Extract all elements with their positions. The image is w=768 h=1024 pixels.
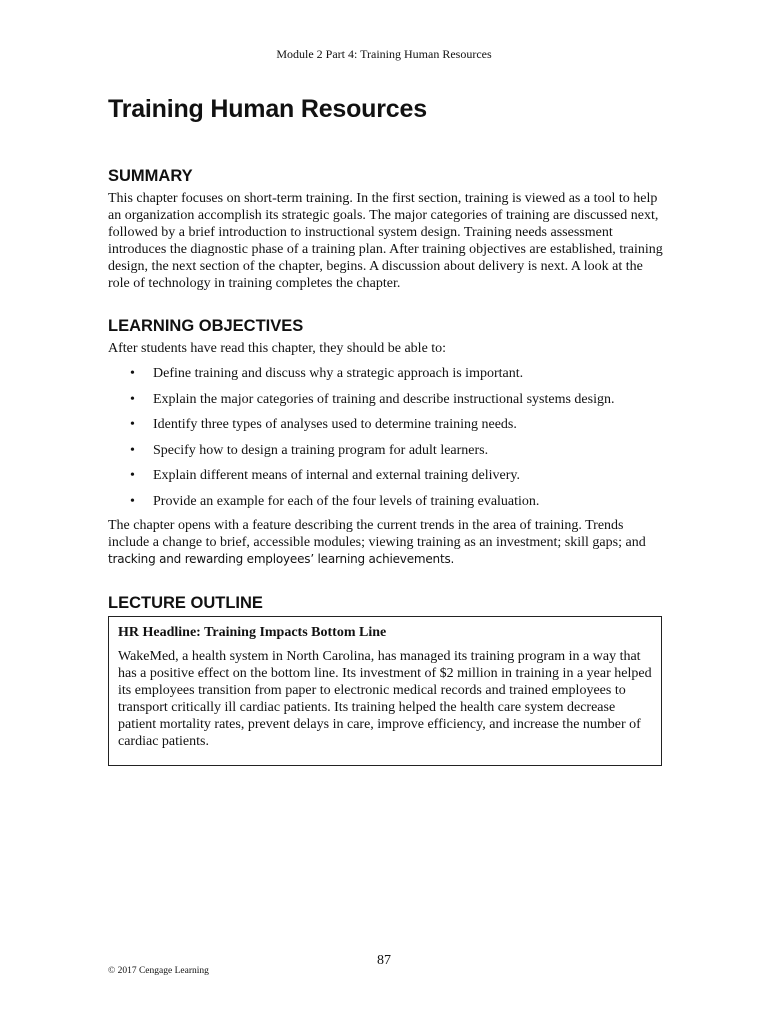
- list-item: [108, 467, 668, 493]
- list-item-text: Explain different means of internal and external training delivery.: [153, 468, 520, 484]
- list-item: [108, 391, 668, 417]
- list-item: [108, 416, 668, 442]
- bullet-icon: •: [130, 391, 135, 407]
- list-item-text: Provide an example for each of the four levels of training evaluation.: [153, 493, 540, 509]
- chapter-opening-paragraph: [108, 517, 668, 568]
- bullet-icon: •: [130, 417, 135, 433]
- list-item: [108, 365, 668, 391]
- hr-headline-text: WakeMed, a health system in North Carolina, has managed its training program in a way that has a positive effect on the bottom line. Its investment of $2 million in training in a year helped its employees transition from paper to electronic medical records and trained employees to transport critically ill cardiac patients. Its training helped the health care system decrease patient mortality rates, prevent delays in care, improve efficiency, and increase the number of cardiac patients.: [118, 649, 652, 749]
- list-item-text: Specify how to design a training program for adult learners.: [153, 442, 489, 458]
- summary-paragraph: This chapter focuses on short-term training. In the first section, training is viewed as a tool to help an organization accomplish its strategic goals. The major categories of training are discussed next, followed by a brief introduction to instructional system design. Training needs assessment introduces the diagnostic phase of a training plan. After training objectives are established, training design, the next section of the chapter, begins. A discussion about delivery is next. A look at the role of technology in training completes the chapter.: [108, 191, 663, 291]
- learning-objectives-list: [108, 365, 668, 519]
- lecture-outline-heading: LECTURE OUTLINE: [108, 594, 263, 612]
- summary-heading: SUMMARY: [108, 167, 193, 185]
- list-item-text: Explain the major categories of training and describe instructional systems design.: [153, 391, 615, 407]
- bullet-icon: •: [130, 468, 135, 484]
- page-title: Training Human Resources: [108, 95, 427, 123]
- list-item: [108, 442, 668, 468]
- learning-objectives-intro: After students have read this chapter, they should be able to:: [108, 341, 447, 356]
- copyright-notice: © 2017 Cengage Learning: [108, 966, 209, 976]
- learning-objectives-heading: LEARNING OBJECTIVES: [108, 317, 304, 335]
- list-item-text: Identify three types of analyses used to determine training needs.: [153, 417, 517, 433]
- list-item: [108, 493, 668, 519]
- running-header: Module 2 Part 4: Training Human Resources: [276, 47, 492, 61]
- hr-headline-title: HR Headline: Training Impacts Bottom Line: [118, 625, 387, 640]
- hr-headline-box: [108, 616, 662, 766]
- bullet-icon: •: [130, 442, 135, 458]
- page-number: 87: [377, 953, 391, 968]
- bullet-icon: •: [130, 493, 135, 509]
- chapter-opening-text: The chapter opens with a feature describing the current trends in the area of training. Trends include a change to brief, accessible modules; viewing training as an investment; skill gaps; and: [108, 518, 646, 550]
- list-item-text: Define training and discuss why a strategic approach is important.: [153, 366, 524, 381]
- bullet-icon: •: [130, 366, 135, 381]
- chapter-opening-text-end: tracking and rewarding employees’ learning achievements.: [108, 552, 455, 566]
